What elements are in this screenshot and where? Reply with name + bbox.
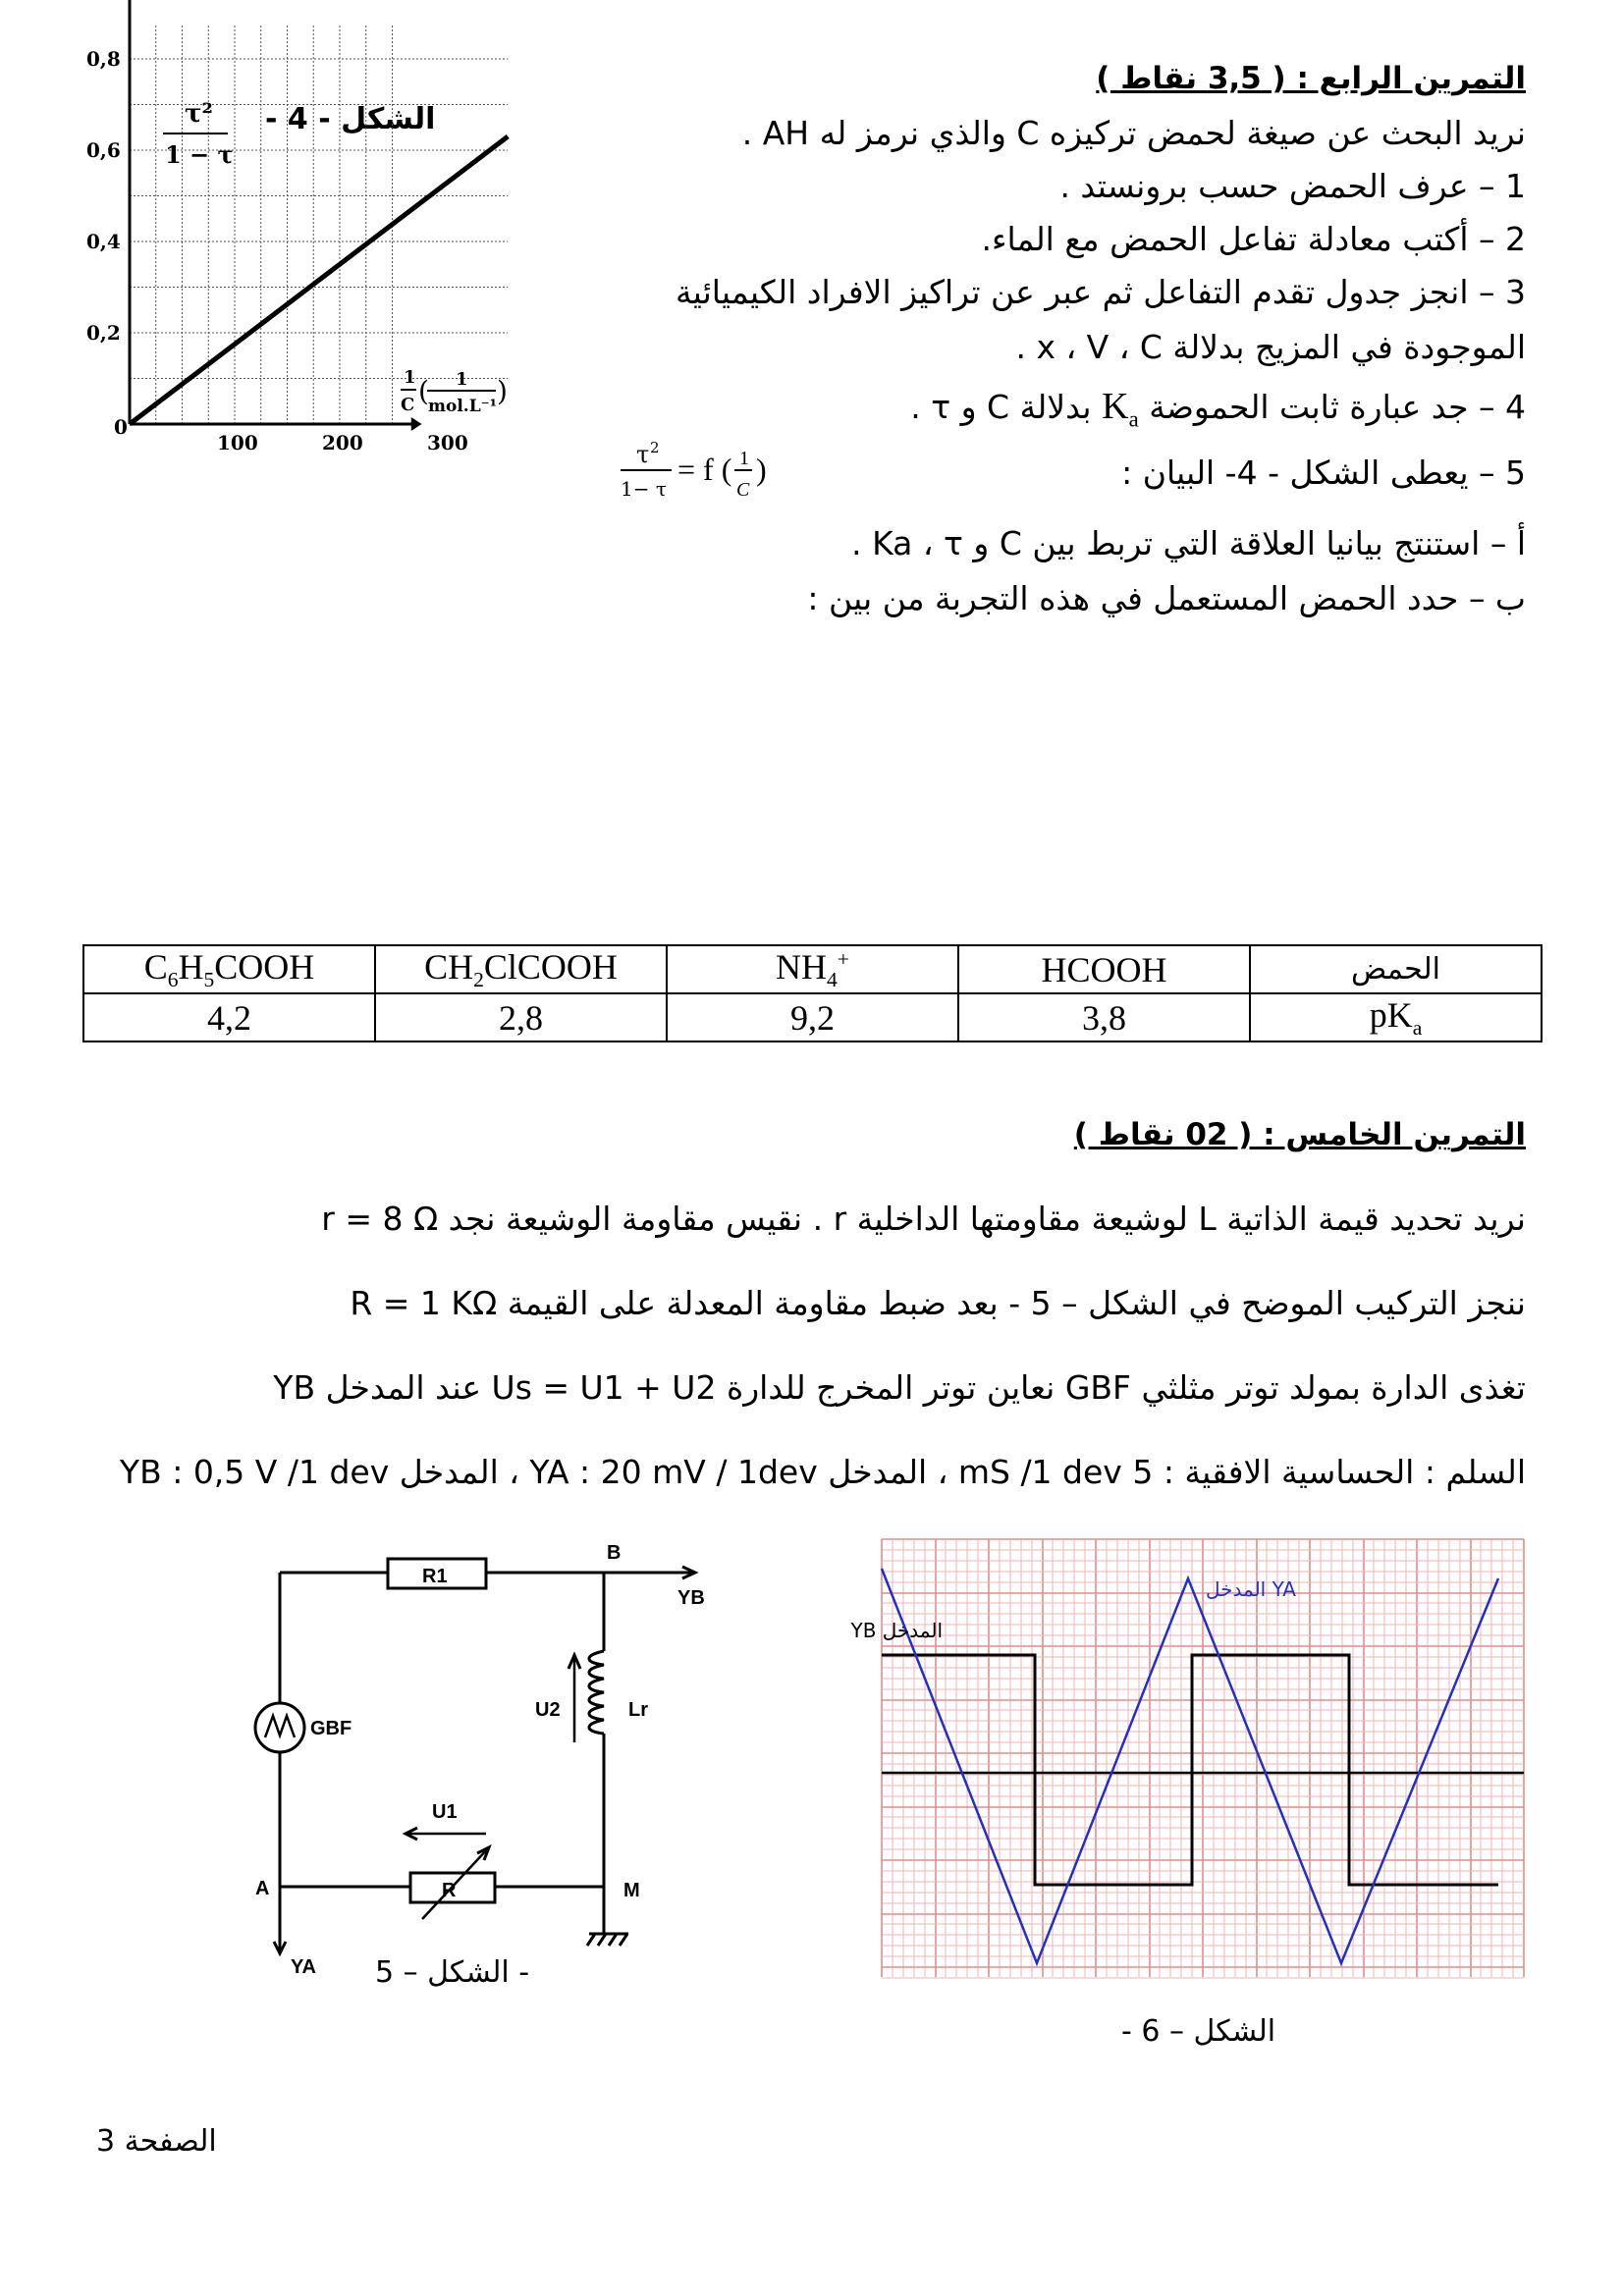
pka-cell-1: 4,2 xyxy=(83,993,375,1041)
pka-cell-2: 2,8 xyxy=(375,993,667,1041)
x-tick-label: 100 xyxy=(217,431,258,454)
svg-text:1: 1 xyxy=(739,448,749,469)
y-tick-label: 0,6 xyxy=(86,138,121,162)
figure-6-oscilloscope xyxy=(850,1539,1524,1977)
svg-text:1: 1 xyxy=(456,369,468,390)
ex4-q4-text: 4 – جد عبارة ثابت الحموضة xyxy=(1149,388,1526,426)
page-number: الصفحة 3 xyxy=(96,2124,217,2159)
ex4-q3b: الموجودة في المزيج بدلالة x ، V ، C . xyxy=(1015,328,1526,366)
svg-text:C: C xyxy=(401,395,415,415)
y-tick-label: 0,2 xyxy=(86,321,121,345)
figure-5-circuit xyxy=(236,1541,727,2002)
label-r: R xyxy=(442,1880,457,1901)
acid-cell-1: $C_6H_5COOH$ xyxy=(83,945,375,993)
label-u2: U2 xyxy=(535,1699,561,1721)
series-line xyxy=(130,136,508,424)
chart-grid xyxy=(130,25,508,424)
label-r1: R1 xyxy=(422,1566,448,1587)
ex5-line2: ننجز التركيب الموضح في الشكل – 5 - بعد ضبط مقاومة المعدلة على القيمة R = 1 KΩ xyxy=(350,1284,1526,1322)
acid-table xyxy=(82,944,1543,1042)
acid-cell-2: $CH_2ClCOOH$ xyxy=(375,945,667,993)
y-tick-label: 0,8 xyxy=(86,47,121,71)
ex4-q5-text: 5 – يعطى الشكل - 4- البيان : xyxy=(1121,454,1526,492)
ex4-q1: 1 – عرف الحمض حسب برونستد . xyxy=(1059,167,1526,205)
acid-header-label: الحمض xyxy=(1250,945,1542,993)
svg-text:): ) xyxy=(497,375,508,407)
pka-row xyxy=(83,993,1542,1041)
ex5-line4: السلم : الحساسية الافقية : 5 mS /1 dev ، المدخل YA : 20 mV / 1dev ، المدخل YB : 0,5 V /1 dev xyxy=(119,1453,1526,1491)
oscilloscope-grid xyxy=(882,1539,1524,1978)
q5-formula-svg xyxy=(617,437,793,506)
ex4-q4 xyxy=(910,385,1526,433)
label-a: A xyxy=(255,1878,270,1899)
acid-cell-3: $NH_4^+$ xyxy=(667,945,958,993)
label-u1: U1 xyxy=(432,1801,458,1823)
ex5-line1: نريد تحديد قيمة الذاتية L لوشيعة مقاومتها الداخلية r . نقيس مقاومة الوشيعة نجد r = 8 Ω xyxy=(321,1200,1526,1238)
label-lr: Lr xyxy=(628,1699,648,1721)
svg-text:1: 1 xyxy=(404,367,416,388)
q5-eq: = f ( xyxy=(677,452,732,487)
label-yb: YB xyxy=(677,1587,705,1609)
svg-text:2: 2 xyxy=(650,439,660,456)
coil-lr xyxy=(589,1651,604,1734)
svg-text:(: ( xyxy=(418,375,429,407)
ex4-q5b: ب – حدد الحمض المستعمل في هذه التجربة من بين : xyxy=(807,579,1526,617)
acid-row xyxy=(83,945,1542,993)
x-tick-label: 200 xyxy=(322,431,363,454)
label-b: B xyxy=(607,1542,622,1564)
y-axis-label-num: τ² xyxy=(185,99,213,129)
pka-cell-3: 9,2 xyxy=(667,993,958,1041)
exercise-4-heading: التمرين الرابع : ( 3,5 نقاط ) xyxy=(1096,61,1526,96)
x-axis-arrow xyxy=(411,417,422,431)
label-ya: YA xyxy=(291,1956,316,1978)
ex4-intro: نريد البحث عن صيغة لحمض تركيزه C والذي نرمز له AH . xyxy=(741,114,1526,152)
x-tick-label: 300 xyxy=(427,431,468,454)
figure-6-label: - 6 – الشكل xyxy=(1121,2014,1276,2049)
pka-label: $pK_a$ xyxy=(1250,993,1542,1041)
chart-axes xyxy=(123,0,421,431)
exercise-5-heading: التمرين الخامس : ( 02 نقاط ) xyxy=(1073,1117,1526,1152)
label-m: M xyxy=(623,1880,640,1901)
figure-4-label: - 4 - الشكل xyxy=(265,102,436,136)
label-gbf: GBF xyxy=(310,1718,352,1739)
ex4-q5a: أ – استنتج بيانيا العلاقة التي تربط بين C و Ka ، τ . xyxy=(851,524,1526,562)
svg-text:τ: τ xyxy=(636,441,650,468)
label-trace-ya: المدخل YA xyxy=(1206,1577,1296,1601)
label-trace-yb: المدخل YB xyxy=(850,1619,943,1642)
ka-symbol: $K_a$ xyxy=(1102,386,1139,432)
ex5-line3: تغذى الدارة بمولد توتر مثلثي GBF نعاين توتر المخرج للدارة Us = U1 + U2 عند المدخل YB xyxy=(273,1368,1526,1407)
ex4-q4-tail: بدلالة C و τ . xyxy=(910,388,1092,426)
y-tick-label: 0,4 xyxy=(86,230,121,253)
chart-ticks xyxy=(86,47,468,454)
gbf-generator xyxy=(255,1703,304,1752)
q5-formula xyxy=(617,437,793,506)
svg-text:1− τ: 1− τ xyxy=(621,477,667,501)
ex4-q2: 2 – أكتب معادلة تفاعل الحمض مع الماء. xyxy=(981,220,1526,258)
svg-text:mol.L⁻¹: mol.L⁻¹ xyxy=(428,397,498,416)
svg-text:): ) xyxy=(756,452,767,487)
svg-text:C: C xyxy=(736,479,750,501)
origin-label: 0 xyxy=(114,415,128,439)
acid-cell-4: HCOOH xyxy=(958,945,1250,993)
y-axis-label-den: 1 − τ xyxy=(165,140,234,169)
figure-5-label: الشكل – 5 - xyxy=(375,1955,530,1990)
x-axis-label xyxy=(401,367,508,416)
figure-4-chart xyxy=(79,47,530,481)
ex4-q3a: 3 – انجز جدول تقدم التفاعل ثم عبر عن تراكيز الافراد الكيميائية xyxy=(675,273,1526,311)
pka-cell-4: 3,8 xyxy=(958,993,1250,1041)
chart-series xyxy=(130,136,508,424)
